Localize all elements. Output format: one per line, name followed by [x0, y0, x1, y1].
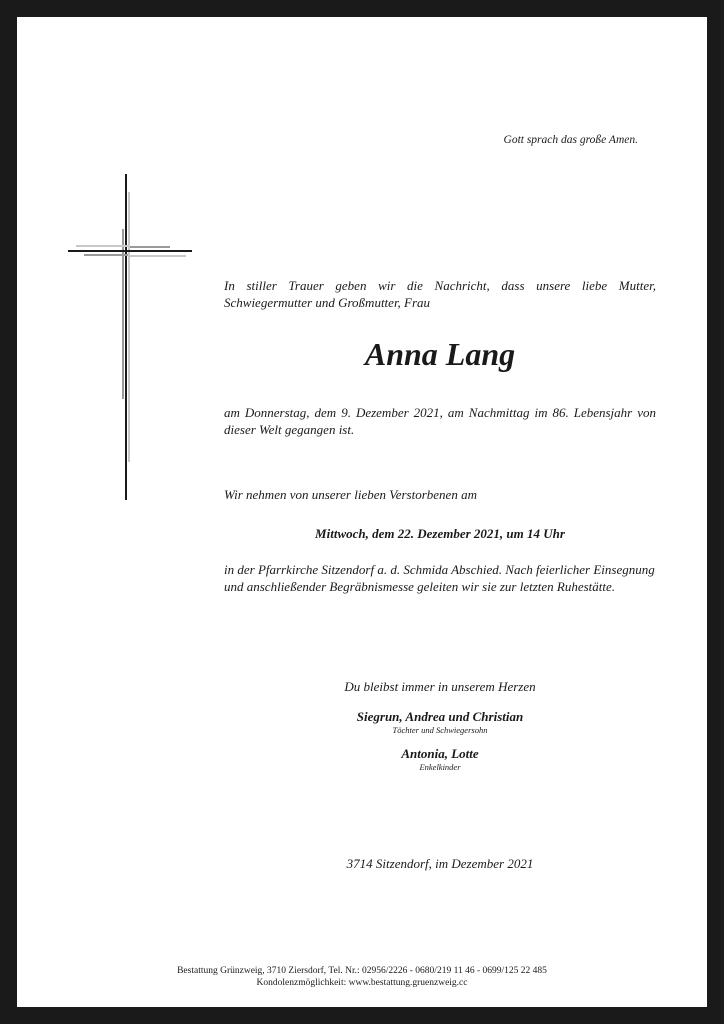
footer-condolence: Kondolenzmöglichkeit: www.bestattung.gruenzweig.cc	[256, 978, 468, 988]
closing-line: Du bleibst immer in unserem Herzen	[344, 679, 536, 694]
farewell-intro: Wir nehmen von unserer lieben Verstorbenen am	[224, 487, 477, 502]
church-text: in der Pfarrkirche Sitzendorf a. d. Schmida Abschied. Nach feierlicher Einsegnung und anschließender Begräbnismesse geleiten wir sie zur letzten Ruhestätte.	[224, 562, 655, 594]
motto: Gott sprach das große Amen.	[503, 134, 638, 146]
family-relation: Töchter und Schwiegersohn	[392, 725, 488, 735]
family-names: Antonia, Lotte	[401, 746, 479, 761]
cross-icon	[68, 174, 192, 504]
place-date: 3714 Sitzendorf, im Dezember 2021	[346, 856, 534, 871]
farewell-date: Mittwoch, dem 22. Dezember 2021, um 14 Uhr	[315, 526, 565, 541]
deceased-name: Anna Lang	[364, 336, 516, 372]
family-relation: Enkelkinder	[419, 762, 461, 772]
family-names: Siegrun, Andrea und Christian	[356, 709, 524, 724]
footer-contact: Bestattung Grünzweig, 3710 Ziersdorf, Tel. Nr.: 02956/2226 - 0680/219 11 46 - 0699/125 22 485	[177, 966, 547, 976]
intro-text: In stiller Trauer geben wir die Nachricht, dass unsere liebe Mutter, Schwiegermutter und Großmutter, Frau	[224, 278, 656, 310]
death-text: am Donnerstag, dem 9. Dezember 2021, am Nachmittag im 86. Lebensjahr von dieser Welt gegangen ist.	[224, 405, 656, 437]
